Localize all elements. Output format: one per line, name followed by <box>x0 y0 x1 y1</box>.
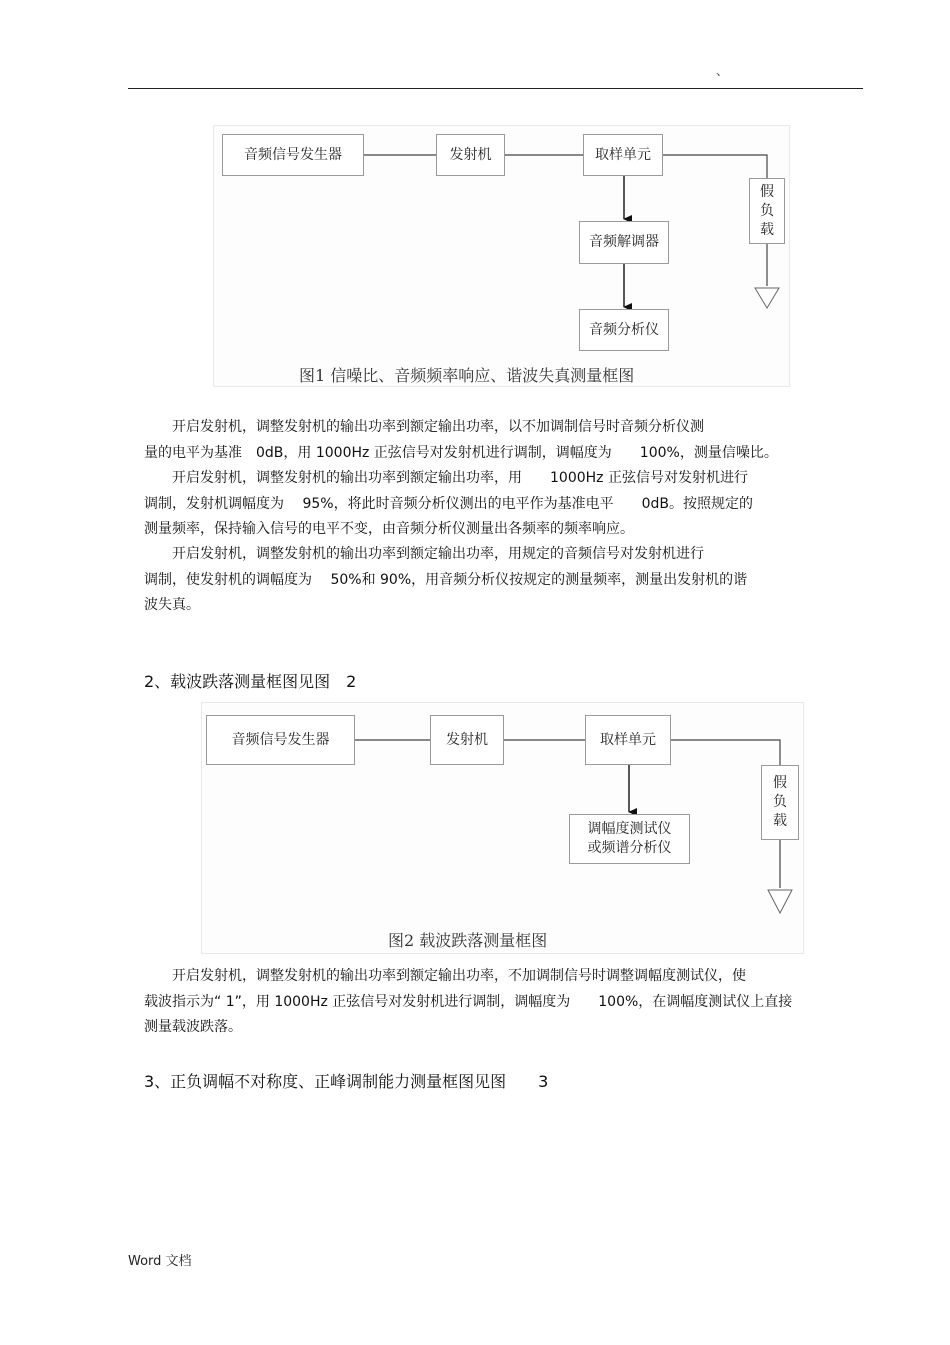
dummy-load-char: 假 <box>760 183 774 200</box>
sampling-unit-box: 取样单元 <box>585 715 671 765</box>
paragraph-frequency-response <box>144 466 864 543</box>
figure-2-caption: 图2 载波跌落测量框图 <box>388 931 548 950</box>
header-mark: 、 <box>716 64 729 78</box>
am-tester-box <box>569 814 690 864</box>
text-line: 调制，使发射机的调幅度为 50%和 90%，用音频分析仪按规定的测量频率，测量出发射机的谐 <box>144 571 748 588</box>
dummy-load-char: 载 <box>773 813 787 829</box>
sampling-unit-box: 取样单元 <box>583 134 663 176</box>
am-tester-label: 或频谱分析仪 <box>587 840 672 856</box>
paragraph-snr <box>144 415 864 466</box>
footer-label: Word 文档 <box>128 1254 192 1269</box>
header-rule <box>128 88 863 89</box>
transmitter-box: 发射机 <box>430 715 504 765</box>
text-line: 测量载波跌落。 <box>144 1019 242 1035</box>
audio-demodulator-box: 音频解调器 <box>579 221 669 264</box>
dummy-load-char: 负 <box>760 202 774 219</box>
text-line: 开启发射机，调整发射机的输出功率到额定输出功率，以不加调制信号时音频分析仪测 <box>144 419 704 435</box>
dummy-load-char: 假 <box>773 775 787 791</box>
signal-generator-box: 音频信号发生器 <box>222 134 364 176</box>
text-line: 开启发射机，调整发射机的输出功率到额定输出功率，不加调制信号时调整调幅度测试仪，使 <box>144 968 746 984</box>
dummy-load-char: 负 <box>773 794 787 810</box>
transmitter-box: 发射机 <box>436 134 505 176</box>
section-heading-2: 2、载波跌落测量框图见图 2 <box>144 672 357 691</box>
text-line: 载波指示为“ 1”，用 1000Hz 正弦信号对发射机进行调制，调幅度为 100%，在调幅度测试仪上直接 <box>144 993 793 1010</box>
am-tester-label: 调幅度测试仪 <box>587 821 672 837</box>
dummy-load-box <box>749 178 785 244</box>
dummy-load-box <box>761 765 799 840</box>
figure-1-caption: 图1 信噪比、音频频率响应、谐波失真测量框图 <box>299 366 635 385</box>
text-line: 测量频率，保持输入信号的电平不变，由音频分析仪测量出各频率的频率响应。 <box>144 521 634 537</box>
figure-1 <box>213 125 790 387</box>
text-line: 波失真。 <box>144 597 200 613</box>
dummy-load-char: 载 <box>760 221 774 238</box>
text-line: 量的电平为基准 0dB，用 1000Hz 正弦信号对发射机进行调制，调幅度为 100%，测量信噪比。 <box>144 444 778 461</box>
figure-2 <box>201 702 804 954</box>
section-heading-3: 3、正负调幅不对称度、正峰调制能力测量框图见图 3 <box>144 1072 549 1091</box>
text-line: 开启发射机，调整发射机的输出功率到额定输出功率，用 1000Hz 正弦信号对发射机进行 <box>144 470 748 486</box>
signal-generator-box: 音频信号发生器 <box>206 715 355 765</box>
paragraph-carrier-drop <box>144 964 864 1041</box>
audio-analyzer-box: 音频分析仪 <box>579 309 669 351</box>
text-line: 调制，发射机调幅度为 95%，将此时音频分析仪测出的电平作为基准电平 0dB。按照规定的 <box>144 495 753 512</box>
paragraph-harmonic-distortion <box>144 542 864 619</box>
text-line: 开启发射机，调整发射机的输出功率到额定输出功率，用规定的音频信号对发射机进行 <box>144 546 704 562</box>
